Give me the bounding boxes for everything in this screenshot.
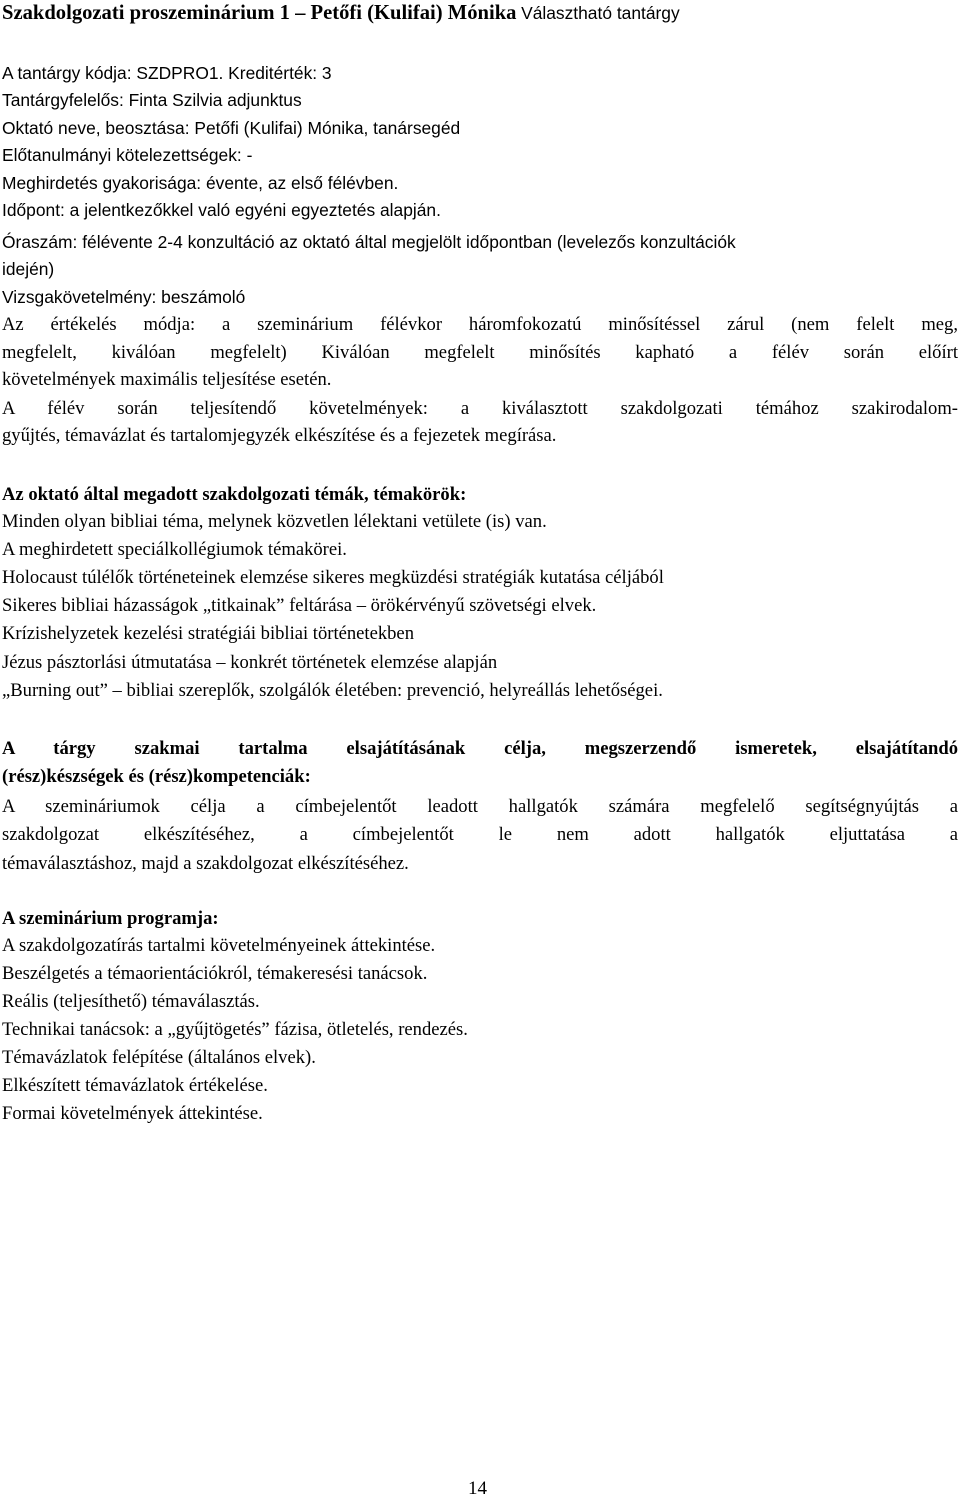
topic-item: Holocaust túlélők történeteinek elemzése sikeres megküzdési stratégiák kutatása céljából — [2, 567, 664, 588]
program-item: Elkészített témavázlatok értékelése. — [2, 1075, 268, 1096]
course-title: Szakdolgozati proszeminárium 1 – Petőfi (Kulifai) Mónika — [2, 2, 517, 24]
program-item: Beszélgetés a témaorientációkról, témakeresési tanácsok. — [2, 963, 428, 984]
topic-item: Krízishelyzetek kezelési stratégiái bibliai történetekben — [2, 623, 414, 644]
goals-heading-line-1: A tárgy szakmai tartalma elsajátításának célja, megszerzendő ismeretek, elsajátítandó — [2, 738, 958, 759]
requirements-line-1: A félév során teljesítendő követelmények: a kiválasztott szakdolgozati témához szakirodalom- — [2, 398, 958, 419]
program-item: Technikai tanácsok: a „gyűjtögetés” fázisa, ötletelés, rendezés. — [2, 1019, 468, 1040]
evaluation-line-2: megfelelt, kiválóan megfelelt) Kiválóan megfelelt minősítés kapható a félév során előírt — [2, 342, 958, 363]
hours-line: Óraszám: félévente 2-4 konzultáció az oktató által megjelölt időpontban (levelezős konzultációk — [2, 232, 736, 252]
topic-item: Sikeres bibliai házasságok „titkainak” feltárása – örökérvényű szövetségi elvek. — [2, 595, 597, 616]
exam-requirement-line: Vizsgakövetelmény: beszámoló — [2, 287, 246, 307]
program-item: Formai követelmények áttekintése. — [2, 1103, 263, 1124]
evaluation-line-1: Az értékelés módja: a szeminárium félévkor háromfokozatú minősítéssel zárul (nem felelt meg, — [2, 314, 958, 335]
goals-heading-line-2: (rész)készségek és (rész)kompetenciák: — [2, 766, 311, 787]
prerequisites-line: Előtanulmányi kötelezettségek: - — [2, 145, 253, 165]
goals-text-line-3: témaválasztáshoz, majd a szakdolgozat elkészítéséhez. — [2, 853, 409, 874]
course-responsible-line: Tantárgyfelelős: Finta Szilvia adjunktus — [2, 90, 302, 110]
program-heading: A szeminárium programja: — [2, 908, 219, 929]
program-item: Témavázlatok felépítése (általános elvek). — [2, 1047, 316, 1068]
topic-item: Jézus pásztorlási útmutatása – konkrét történetek elemzése alapján — [2, 652, 498, 673]
topic-item: A meghirdetett speciálkollégiumok témakörei. — [2, 539, 347, 560]
page-number: 14 — [468, 1478, 487, 1499]
course-code-line: A tantárgy kódja: SZDPRO1. Kreditérték: 3 — [2, 63, 332, 83]
goals-text-line-2: szakdolgozat elkészítéséhez, a címbejelentőt le nem adott hallgatók eljuttatása a — [2, 824, 958, 845]
course-type: Választható tantárgy — [521, 3, 680, 23]
instructor-line: Oktató neve, beosztása: Petőfi (Kulifai) Mónika, tanársegéd — [2, 118, 461, 138]
hours-line-continued: idején) — [2, 259, 55, 279]
topics-heading: Az oktató által megadott szakdolgozati témák, témakörök: — [2, 484, 467, 505]
evaluation-line-3: követelmények maximális teljesítése esetén. — [2, 369, 332, 390]
page-title — [2, 2, 680, 25]
topic-item: Minden olyan bibliai téma, melynek közvetlen lélektani vetülete (is) van. — [2, 511, 547, 532]
topic-item: „Burning out” – bibliai szereplők, szolgálók életében: prevenció, helyreállás lehetőségei. — [2, 680, 663, 701]
program-item: A szakdolgozatírás tartalmi követelményeinek áttekintése. — [2, 935, 436, 956]
schedule-line: Időpont: a jelentkezőkkel való egyéni egyeztetés alapján. — [2, 200, 441, 220]
goals-text-line-1: A szemináriumok célja a címbejelentőt leadott hallgatók számára megfelelő segítségnyújtás a — [2, 796, 958, 817]
requirements-line-2: gyűjtés, témavázlat és tartalomjegyzék elkészítése és a fejezetek megírása. — [2, 425, 557, 446]
program-item: Reális (teljesíthető) témaválasztás. — [2, 991, 260, 1012]
frequency-line: Meghirdetés gyakorisága: évente, az első félévben. — [2, 173, 399, 193]
